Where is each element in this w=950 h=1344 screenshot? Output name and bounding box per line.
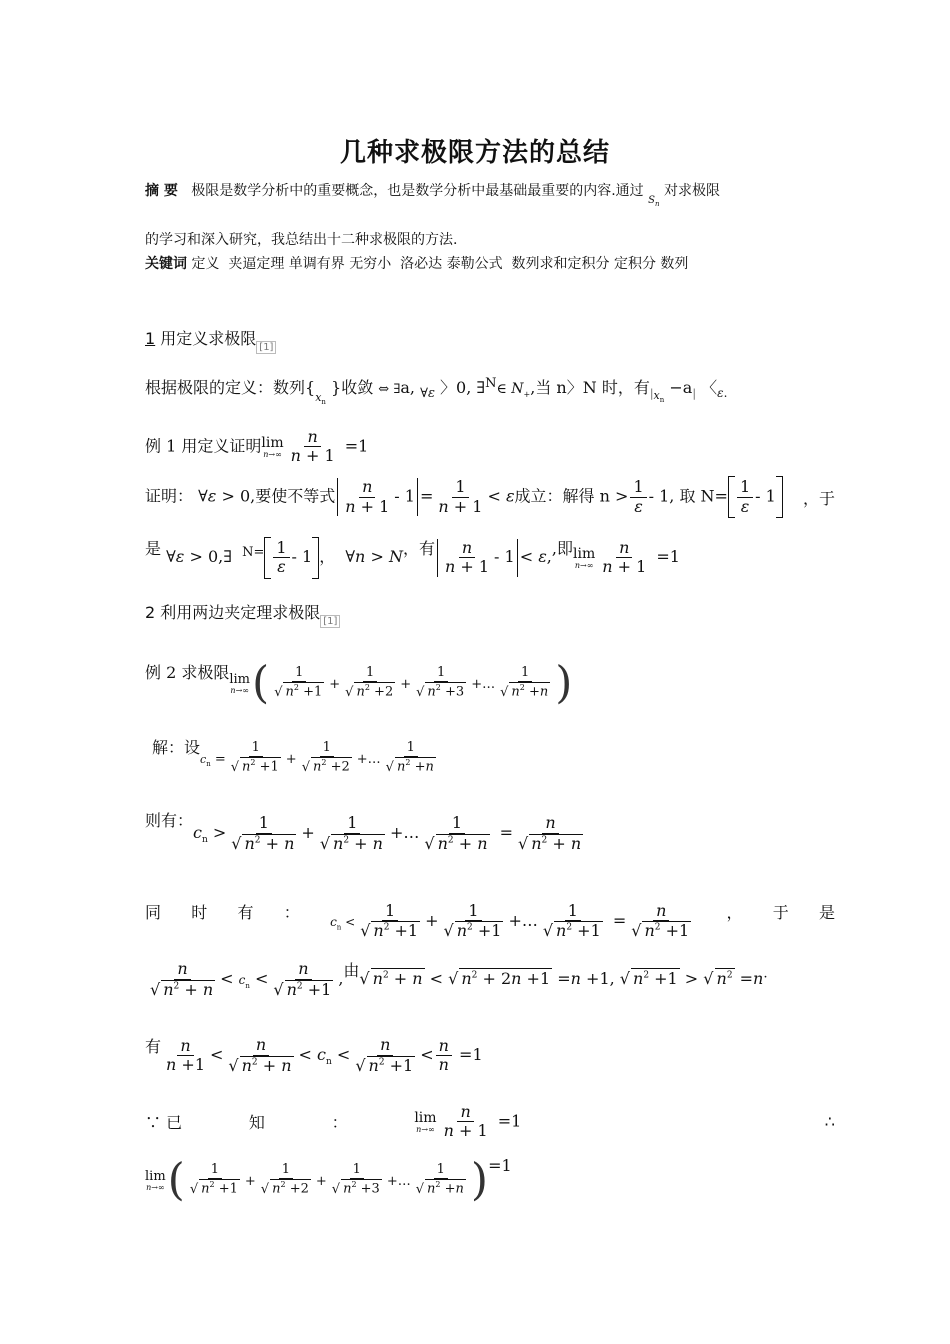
conclusion: lim n→∞ ( 1 √ $n^2 +1$ + 1 √ $n^2 +2$ + 1 √ $n^2 +3$ +… 1 √ $n^2 +n$ )=1	[145, 1156, 512, 1203]
abstract-line-1	[145, 180, 720, 208]
section-1-heading	[145, 326, 276, 353]
chain-inequality: 有 $\frac{n}{n +1}$ < n √ $n^2 + n$ < $c_n$ < n √ $n^2 +1$ < $\frac{n}{n}$ =1	[145, 1034, 483, 1075]
example-2: 例 2 求极限 lim n→∞ ( 1 √ $n^2 +1$ + 1 √ $n^2 +2$ + 1 √ $n^2 +3$ +… 1 √ $n^2 +n$ )	[145, 660, 572, 706]
keywords-text: 定义 夹逼定理 单调有界 无穷小 洛必达 泰勒公式 数列求和定积分 定积分 数列	[191, 256, 689, 272]
also-inequality: 同 时 有 ： $c_n$ < 1 √ $n^2 +1$ + 1 √ $n^2 +1$ +… 1 √ $n^2 +1$ = n √ $n^2 +1$ ， 于 是	[145, 882, 835, 941]
proof-line-2: 是 ∀ε > 0,∃ $^{N=}$ $\frac{1}{\varepsilon}$ - 1 ， ∀n > N，有 $\frac{n}{n + 1}$ - 1 < ε,,即 lim n→∞ $\frac{n}{n + 1}$ =1	[145, 536, 680, 579]
section-number: 1	[145, 329, 156, 348]
abstract-text-tail: 对求极限	[663, 183, 720, 199]
example-1: 例 1 用定义证明 lim n→∞ $\frac{n}{n + 1}$ =1	[145, 427, 369, 466]
limit-definition: 根据极限的定义：数列{$_{x_n}$ }收敛 ⇔ ∃a, $_{\forall\varepsilon}$ 〉0, ∃$^N$∈ $N_+$,当 n〉N 时，有$_{|x_n} -a_|$ 〈$_{\varepsilon.}$	[145, 376, 728, 407]
citation-1: [1]	[256, 341, 276, 354]
proof-line-1: 证明： ∀ε > 0,要使不等式 $\frac{n}{n + 1}$ - 1 = $\frac{1}{n + 1}$ < ε成立：解得 n > $\frac{1}{\varepsilon}$ - 1, 取 N= $\frac{1}{\varepsilon}$ - 1 ，于	[145, 476, 835, 518]
abstract-line-2: 的学习和深入研究，我总结出十二种求极限的方法.	[145, 232, 458, 248]
lim-symbol: lim n→∞	[261, 434, 284, 459]
sn-symbol: Sn	[648, 195, 660, 208]
solution-line: 解：设$c_n$ = 1 √ $n^2 +1$ + 1 √ $n^2 +2$ +… 1 √ $n^2 +n$	[152, 735, 441, 776]
abstract-text: 极限是数学分析中的重要概念，也是数学分析中最基础最重要的内容.通过	[191, 183, 644, 199]
then-inequality: 则有：$c_n$ > 1 √ $n^2 + n$ + 1 √ $n^2 + n$ +… 1 √ $n^2 + n$ = n √ $n^2 + n$	[145, 808, 588, 853]
page-title: 几种求极限方法的总结	[339, 138, 610, 168]
bound-inequality: n √ $n^2 + n$ < $c_n$ < n √ $n^2 +1$ ,由√ $n^2 + n$ < √ $n^2 + 2n +1 =n +1$, √ $n^2 +1$ > √ $n^2 =n^.$	[145, 958, 768, 999]
citation-2: [1]	[320, 615, 340, 628]
abstract-label: 摘 要	[145, 183, 178, 199]
keywords-line	[145, 253, 688, 273]
keywords-label: 关键词	[145, 256, 187, 272]
section-title: 用定义求极限	[160, 329, 257, 348]
section-title: 2 利用两边夹定理求极限	[145, 603, 321, 622]
known-line: ∵ 已 知 ： lim n→∞ $\frac{n}{n + 1}$ =1 ∴	[145, 1102, 835, 1141]
section-2-heading	[145, 600, 340, 627]
